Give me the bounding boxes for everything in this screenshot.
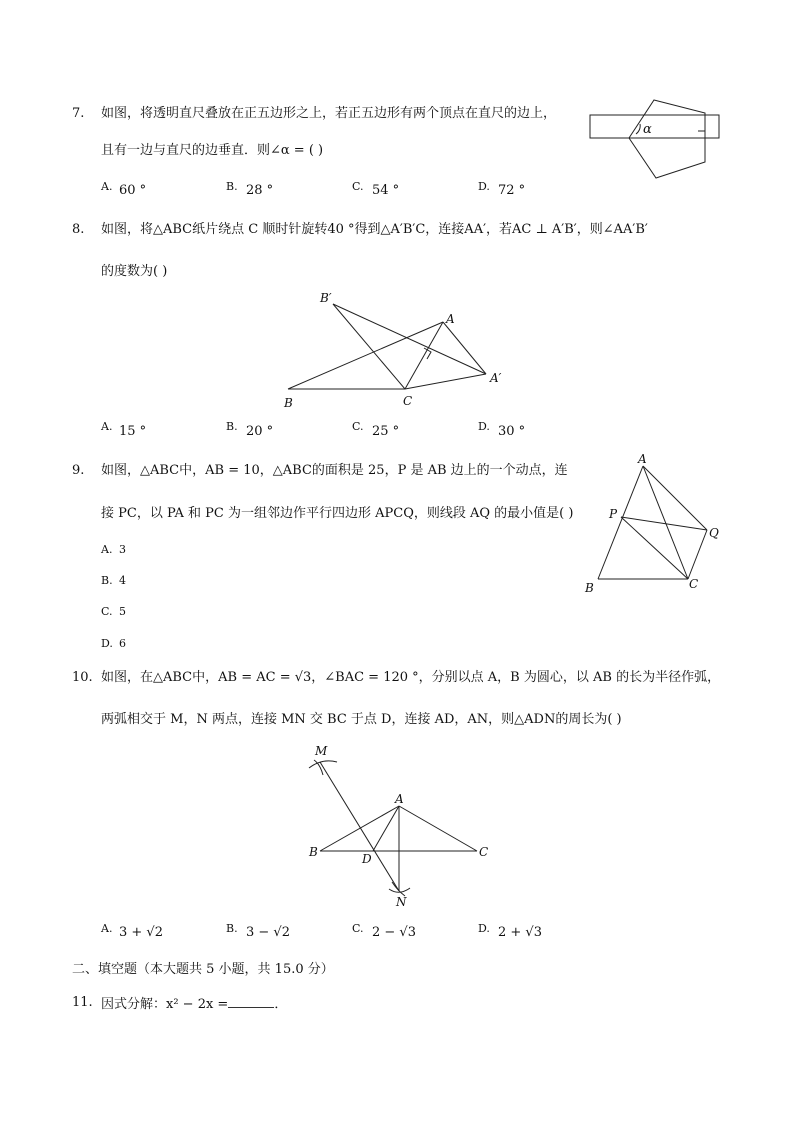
section-heading: 二、填空题（本大题共 5 小题，共 15.0 分） — [72, 962, 334, 977]
option-letter: B. — [226, 180, 238, 193]
question-text-tail: ． — [274, 997, 288, 1012]
label-a-prime: A′ — [490, 371, 502, 385]
label-p: P — [609, 507, 618, 521]
label-c: C — [479, 845, 489, 859]
option-letter: D. — [101, 637, 113, 650]
option-value: 3 − √2 — [246, 925, 290, 940]
option-letter: A. — [101, 180, 113, 193]
question-number: 9. — [72, 463, 85, 478]
question-text-line1: 如图，在△ABC中，AB = AC = √3，∠BAC = 120 °，分别以点 A，B 为圆心，以 AB 的长为半径作弧， — [101, 670, 721, 685]
label-c: C — [403, 394, 413, 408]
label-b-prime: B′ — [320, 291, 332, 305]
question-text-line1: 如图，将透明直尺叠放在正五边形之上，若正五边形有两个顶点在直尺的边上， — [101, 106, 557, 121]
question-number: 10. — [72, 670, 93, 685]
option-letter: B. — [101, 574, 113, 587]
label-q: Q — [709, 526, 719, 540]
option-letter: D. — [478, 420, 490, 433]
option-letter: A. — [101, 922, 113, 935]
option-letter: A. — [101, 543, 113, 556]
label-b: B — [309, 845, 318, 859]
question-text-line2: 的度数为( ) — [101, 264, 168, 279]
question-text-body: 因式分解：x² − 2x = — [101, 997, 229, 1012]
option-value: 4 — [119, 574, 126, 587]
alpha-label: α — [643, 122, 652, 137]
label-b: B — [585, 581, 594, 595]
label-b: B — [284, 396, 293, 410]
option-value: 2 − √3 — [372, 925, 416, 940]
question-number: 8. — [72, 222, 85, 237]
question-text-line1: 如图，将△ABC纸片绕点 C 顺时针旋转40 °得到△A′B′C，连接AA′，若AC ⊥ A′B′，则∠AA′B′ — [101, 222, 648, 237]
label-a: A — [446, 312, 455, 326]
option-value: 30 ° — [498, 424, 526, 439]
label-c: C — [689, 577, 699, 591]
question-text-line2: 且有一边与直尺的边垂直．则∠α = ( ) — [101, 143, 324, 158]
question-text-line1: 如图，△ABC中，AB = 10，△ABC的面积是 25，P 是 AB 边上的一个动点，连 — [101, 463, 568, 478]
option-letter: B. — [226, 420, 238, 433]
option-letter: C. — [352, 180, 364, 193]
option-value: 25 ° — [372, 424, 400, 439]
question-number: 7. — [72, 106, 85, 121]
option-letter: D. — [478, 922, 490, 935]
question-text — [101, 995, 287, 1013]
label-m: M — [315, 744, 328, 758]
label-a: A — [638, 452, 647, 466]
option-value: 15 ° — [119, 424, 147, 439]
question-number: 11. — [72, 995, 93, 1010]
option-letter: A. — [101, 420, 113, 433]
option-value: 2 + √3 — [498, 925, 542, 940]
question-text-line2: 两弧相交于 M，N 两点，连接 MN 交 BC 于点 D，连接 AD，AN，则△ADN的周长为( ) — [101, 712, 622, 727]
answer-blank[interactable] — [228, 995, 274, 1008]
option-letter: C. — [352, 420, 364, 433]
option-value: 60 ° — [119, 183, 147, 198]
option-letter: C. — [101, 605, 113, 618]
label-d: D — [362, 852, 372, 866]
option-value: 3 — [119, 543, 126, 556]
option-letter: C. — [352, 922, 364, 935]
option-value: 5 — [119, 605, 126, 618]
option-value: 6 — [119, 637, 126, 650]
option-value: 20 ° — [246, 424, 274, 439]
option-letter: B. — [226, 922, 238, 935]
label-a: A — [395, 792, 404, 806]
option-value: 28 ° — [246, 183, 274, 198]
question-text-line2: 接 PC，以 PA 和 PC 为一组邻边作平行四边形 APCQ，则线段 AQ 的最小值是( ) — [101, 506, 574, 521]
option-letter: D. — [478, 180, 490, 193]
option-value: 72 ° — [498, 183, 526, 198]
option-value: 3 + √2 — [119, 925, 163, 940]
label-n: N — [396, 895, 407, 909]
option-value: 54 ° — [372, 183, 400, 198]
